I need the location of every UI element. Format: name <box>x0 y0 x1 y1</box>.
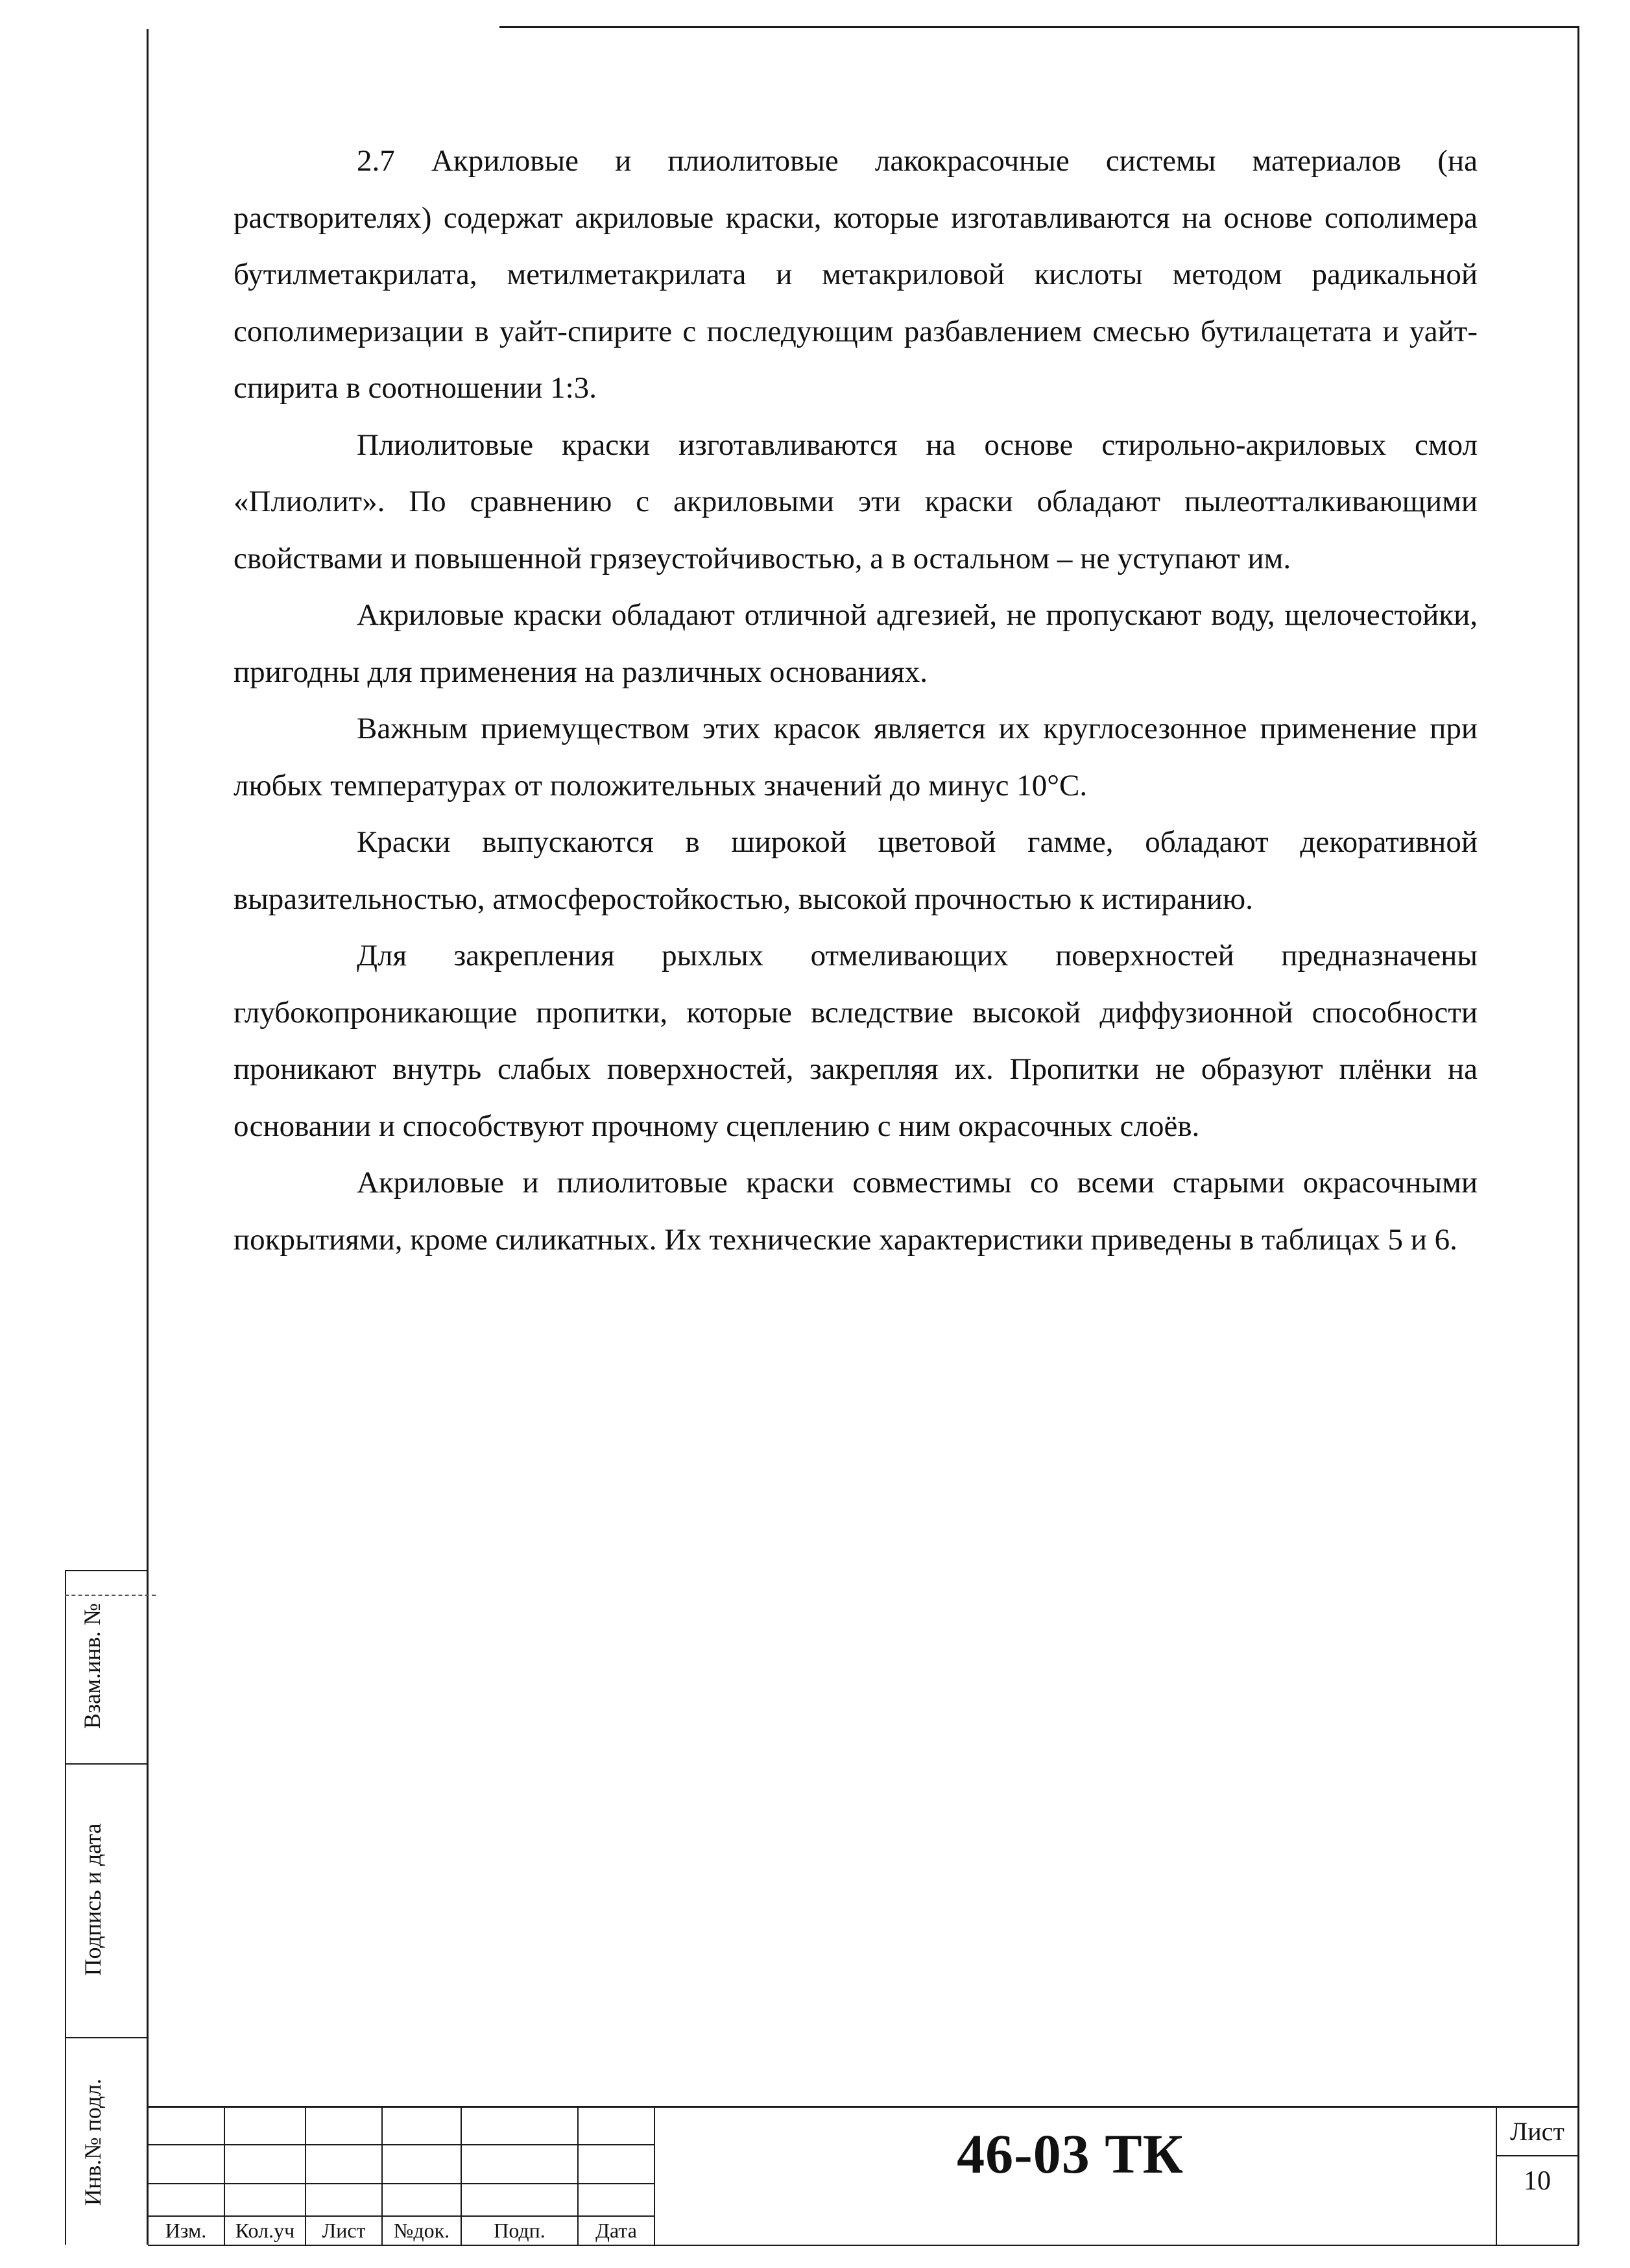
column-label-change: Изм. <box>165 2219 207 2242</box>
side-label-signature-date: Подпись и дата <box>80 1823 106 1976</box>
side-stamp-outer-border <box>65 1570 66 2245</box>
side-label-replacement-inv: Взам.инв. № <box>79 1603 105 1729</box>
sheet-number: 10 <box>1524 2166 1551 2196</box>
paragraph: Для закрепления рыхлых отмеливающих поверхностей предназначены глубокопроникающие пропитки, которые вследствие высокой диффузионной способности проникают внутрь слабых поверхностей, закрепляя их. Пропитки не образуют плёнки на основании и способствуют прочному сцеплению с ним окрасочных слоёв. <box>234 939 1478 1143</box>
paragraph: Важным приемуществом этих красок является их круглосезонное применение при любых температурах от положительных значений до минус 10°С. <box>234 712 1478 802</box>
document-code: 46-03 ТК <box>957 2123 1184 2185</box>
document-body <box>234 133 1478 1268</box>
column-label-sheet: Лист <box>322 2219 366 2242</box>
side-stamp-divider <box>65 1763 148 1765</box>
side-stamp-divider <box>65 2037 148 2038</box>
title-block-bottom-line <box>148 2245 1579 2246</box>
paragraph: Акриловые краски обладают отличной адгезией, не пропускают воду, щелочестойки, пригодны для применения на различных основаниях. <box>234 598 1478 689</box>
paragraph: 2.7 Акриловые и плиолитовые лакокрасочные системы материалов (на растворителях) содержат акриловые краски, которые изготавливаются на основе сополимера бутилметакрилата, метилметакрилата и метакриловой кислоты методом радикальной сополимеризации в уайт-спирите с последующим разбавлением смесью бутилацетата и уайт-спирита в соотношении 1:3. <box>234 144 1478 405</box>
sheet-label: Лист <box>1510 2117 1564 2146</box>
paragraph: Акриловые и плиолитовые краски совместимы со всеми старыми окрасочными покрытиями, кроме силикатных. Их технические характеристики приведены в таблицах 5 и 6. <box>234 1166 1478 1257</box>
side-stamp-divider <box>65 1570 148 1571</box>
sheet-box-divider <box>1496 2155 1579 2156</box>
column-label-doc-number: №док. <box>393 2219 450 2242</box>
title-block-top-line <box>148 2106 1579 2108</box>
top-border <box>499 26 1579 28</box>
column-label-date: Дата <box>595 2219 637 2242</box>
side-stamp-dashed-line <box>65 1595 156 1596</box>
right-frame-border <box>1577 26 1579 2245</box>
paragraph: Краски выпускаются в широкой цветовой гамме, обладают декоративной выразительностью, атмосферостойкостью, высокой прочностью к истиранию. <box>234 825 1478 916</box>
paragraph: Плиолитовые краски изготавливаются на основе стирольно-акриловых смол «Плиолит». По сравнению с акриловыми эти краски обладают пылеотталкивающими свойствами и повышенной грязеустойчивостью, а в остальном – не уступают им. <box>234 428 1478 575</box>
column-label-signature: Подп. <box>494 2219 545 2242</box>
left-frame-border <box>147 29 149 2245</box>
column-label-quantity: Кол.уч <box>235 2219 295 2242</box>
side-label-original-inv: Инв.№ подл. <box>80 2078 106 2206</box>
